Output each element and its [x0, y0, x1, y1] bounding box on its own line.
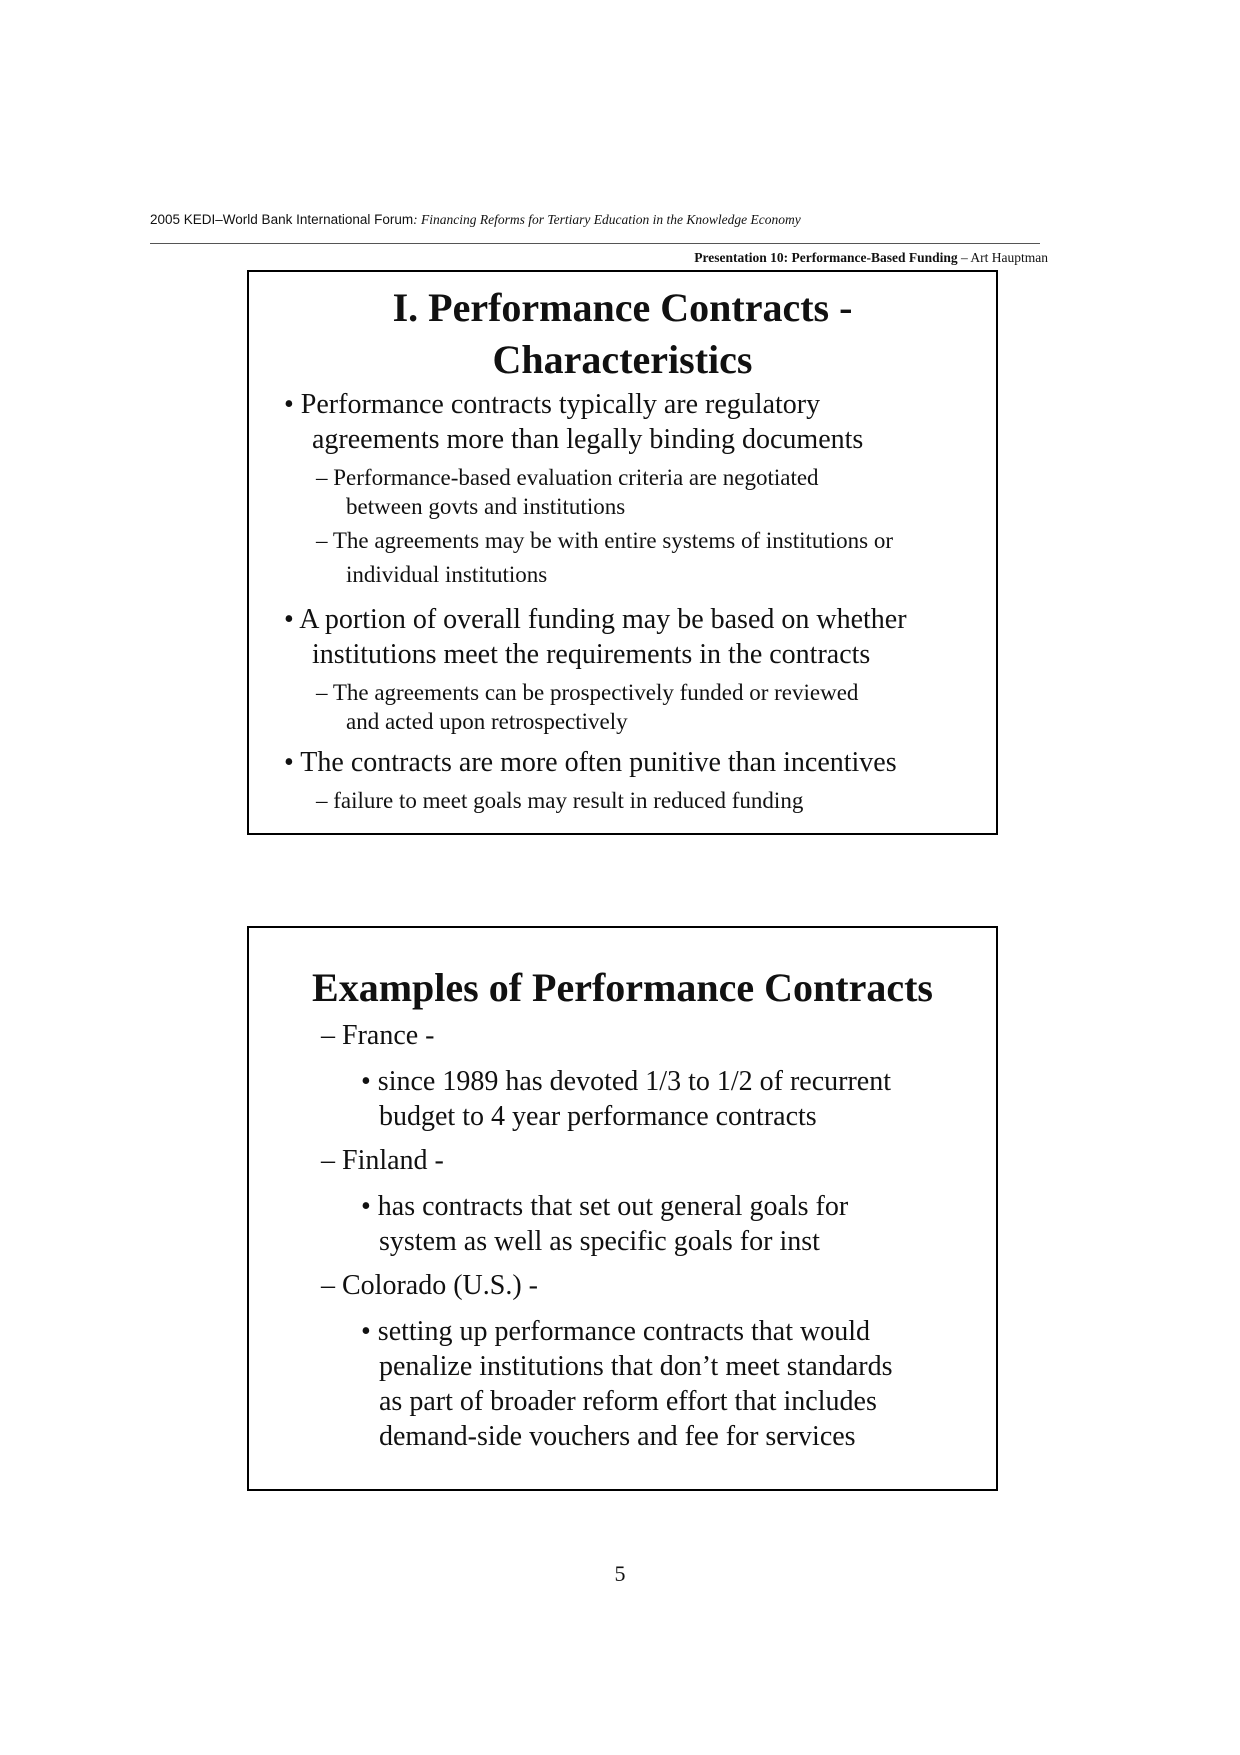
forum-header-subtitle: : Financing Reforms for Tertiary Education in the Knowledge Economy — [413, 212, 801, 227]
example-finland-detail: • has contracts that set out general goals for — [361, 1191, 849, 1222]
presentation-author: – Art Hauptman — [957, 250, 1048, 265]
presentation-header — [694, 250, 1048, 266]
sub-bullet-1a-cont: between govts and institutions — [346, 494, 626, 519]
presentation-title: Presentation 10: Performance-Based Funding — [694, 250, 958, 265]
slide1-title-line2: Characteristics — [492, 337, 753, 382]
sub-bullet-1b: – The agreements may be with entire systems of institutions or — [316, 528, 894, 553]
example-france-detail-cont: budget to 4 year performance contracts — [379, 1101, 817, 1132]
example-france-detail: • since 1989 has devoted 1/3 to 1/2 of recurrent — [361, 1066, 891, 1097]
bullet-1: • Performance contracts typically are regulatory — [284, 389, 821, 420]
example-colorado-detail-cont3: demand-side vouchers and fee for services — [379, 1421, 856, 1452]
bullet-2: • A portion of overall funding may be based on whether — [284, 604, 907, 635]
sub-bullet-3a: – failure to meet goals may result in reduced funding — [316, 788, 804, 813]
sub-bullet-1b-cont: individual institutions — [346, 562, 548, 587]
example-france: – France - — [321, 1020, 435, 1051]
example-colorado-detail-cont1: penalize institutions that don’t meet standards — [379, 1351, 893, 1382]
page-number: 5 — [614, 1561, 626, 1586]
slide2-title: Examples of Performance Contracts — [312, 965, 933, 1010]
forum-header — [150, 212, 801, 228]
sub-bullet-2a: – The agreements can be prospectively funded or reviewed — [316, 680, 859, 705]
example-finland-detail-cont: system as well as specific goals for inst — [379, 1226, 820, 1257]
bullet-1-cont: agreements more than legally binding documents — [312, 424, 864, 455]
slide-examples — [247, 926, 998, 1491]
forum-header-lead: 2005 KEDI–World Bank International Forum — [150, 212, 414, 227]
slide-characteristics — [247, 270, 998, 835]
sub-bullet-2a-cont: and acted upon retrospectively — [346, 709, 628, 734]
header-rule — [150, 243, 1040, 244]
example-colorado: – Colorado (U.S.) - — [321, 1270, 538, 1301]
slide1-title-line1: I. Performance Contracts - — [392, 285, 853, 330]
example-colorado-detail: • setting up performance contracts that would — [361, 1316, 870, 1347]
bullet-3: • The contracts are more often punitive than incentives — [284, 747, 897, 778]
bullet-2-cont: institutions meet the requirements in the contracts — [312, 639, 871, 670]
example-finland: – Finland - — [321, 1145, 444, 1176]
sub-bullet-1a: – Performance-based evaluation criteria are negotiated — [316, 465, 819, 490]
example-colorado-detail-cont2: as part of broader reform effort that includes — [379, 1386, 877, 1417]
